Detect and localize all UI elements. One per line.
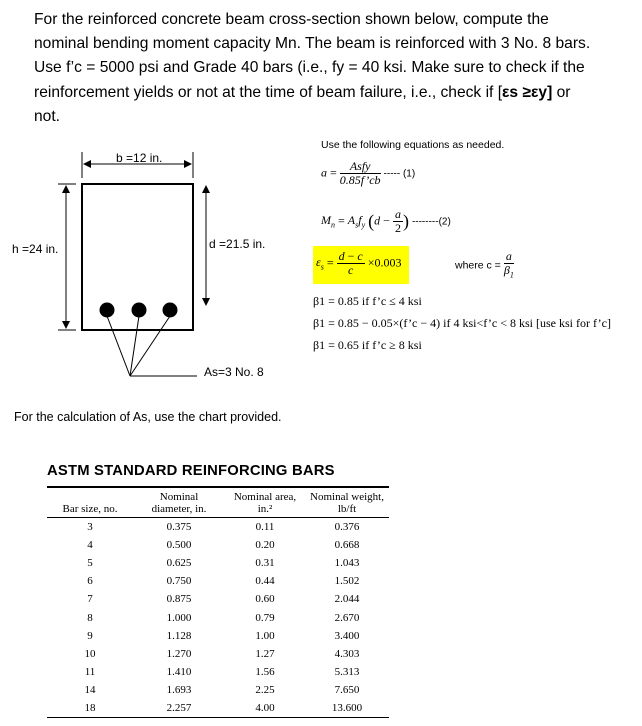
height-label: h =24 in. bbox=[12, 242, 59, 256]
cell-area: 0.20 bbox=[255, 539, 275, 552]
strain-condition: εs ≥εy] bbox=[502, 83, 553, 101]
header-area: Nominal area, in.² bbox=[233, 491, 297, 515]
rebar-table bbox=[47, 486, 389, 718]
table-row bbox=[47, 590, 389, 608]
cell-area: 0.44 bbox=[255, 575, 275, 588]
cell-weight: 0.376 bbox=[334, 521, 360, 534]
table-row bbox=[47, 627, 389, 645]
cell-diameter: 1.270 bbox=[166, 647, 192, 660]
cell-size: 5 bbox=[87, 557, 93, 570]
cell-area: 0.11 bbox=[255, 521, 275, 534]
table-row bbox=[47, 681, 389, 699]
cell-size: 9 bbox=[87, 629, 93, 642]
cell-area: 0.60 bbox=[255, 593, 275, 606]
cell-diameter: 0.500 bbox=[166, 539, 192, 552]
cell-size: 6 bbox=[87, 575, 93, 588]
cell-weight: 0.668 bbox=[334, 539, 360, 552]
cell-diameter: 0.875 bbox=[166, 593, 192, 606]
cell-diameter: 0.375 bbox=[166, 521, 192, 534]
problem-statement bbox=[34, 8, 634, 129]
cell-size: 18 bbox=[84, 701, 96, 714]
cell-diameter: 0.750 bbox=[166, 575, 192, 588]
table-row bbox=[47, 608, 389, 626]
rebar bbox=[163, 303, 178, 318]
table-row bbox=[47, 572, 389, 590]
cell-diameter: 1.410 bbox=[166, 665, 192, 678]
cell-area: 0.31 bbox=[255, 557, 275, 570]
table-row bbox=[47, 663, 389, 681]
problem-line: Use f’c = 5000 psi and Grade 40 bars (i.e., fy = 40 ksi. Make sure to check if the bbox=[34, 59, 585, 77]
cell-area: 2.25 bbox=[255, 683, 275, 696]
equations-title: Use the following equations as needed. bbox=[321, 139, 505, 151]
equation-1: a = $\frac{\text{Asfy}}{0.85f’cb}$ ----- (1) bbox=[321, 159, 416, 187]
eq2-tag: --------(2) bbox=[411, 216, 451, 228]
cell-area: 0.79 bbox=[255, 611, 275, 624]
where-c: where c = $\frac{a}{\beta_1}$ bbox=[455, 249, 514, 280]
beta1-line-2: β1 = 0.85 − 0.05×(f’c − 4) if 4 ksi<f’c < 8 ksi [use ksi for f’c] bbox=[313, 316, 611, 330]
eq1-denominator: 0.85f’cb bbox=[339, 173, 381, 187]
steel-label: As=3 No. 8 bbox=[204, 365, 264, 379]
cell-size: 14 bbox=[84, 683, 96, 696]
table-row bbox=[47, 699, 389, 718]
table-title: ASTM STANDARD REINFORCING BARS bbox=[47, 463, 335, 479]
cell-diameter: 1.000 bbox=[166, 611, 192, 624]
problem-line: nominal bending moment capacity Mn. The beam is reinforced with 3 No. 8 bars. bbox=[34, 35, 591, 53]
beta1-line-1: β1 = 0.85 if f’c ≤ 4 ksi bbox=[313, 294, 422, 308]
eq1-tag: ----- (1) bbox=[383, 168, 416, 180]
cell-area: 4.00 bbox=[255, 701, 275, 714]
table-row bbox=[47, 518, 389, 537]
problem-line: not. bbox=[34, 107, 61, 125]
table-row bbox=[47, 645, 389, 663]
cell-size: 3 bbox=[87, 521, 93, 534]
cell-weight: 1.502 bbox=[334, 575, 360, 588]
table-row bbox=[47, 554, 389, 572]
table-header-row bbox=[47, 487, 389, 518]
cell-size: 4 bbox=[87, 539, 93, 552]
eq1-numerator: Asfy bbox=[340, 160, 381, 174]
equation-2: $M_n = A_sf_y$ (d − $\frac{a}{2}$ ) --------(2) bbox=[321, 207, 451, 235]
problem-line bbox=[34, 81, 634, 105]
cell-area: 1.00 bbox=[255, 629, 275, 642]
rebar bbox=[132, 303, 147, 318]
cell-weight: 3.400 bbox=[334, 629, 360, 642]
width-label: b =12 in. bbox=[116, 151, 163, 165]
depth-label: d =21.5 in. bbox=[209, 237, 266, 251]
problem-line-text: reinforcement yields or not at the time of beam failure, i.e., check if [ bbox=[34, 83, 503, 101]
equation-strain: $\varepsilon_s$ = $\frac{d - c}{c}$ ×0.003 bbox=[316, 249, 402, 277]
cell-weight: 7.650 bbox=[334, 683, 360, 696]
cell-area: 1.56 bbox=[255, 665, 275, 678]
cell-weight: 1.043 bbox=[334, 557, 360, 570]
cell-diameter: 0.625 bbox=[166, 557, 192, 570]
beam-cross-section bbox=[0, 140, 310, 400]
header-diameter: Nominal diameter, in. bbox=[151, 491, 207, 515]
cell-weight: 2.670 bbox=[334, 611, 360, 624]
problem-line-text: or bbox=[552, 83, 571, 101]
beta1-line-3: β1 = 0.65 if f’c ≥ 8 ksi bbox=[313, 338, 422, 352]
cell-weight: 5.313 bbox=[334, 665, 360, 678]
where-text: where c = bbox=[455, 259, 501, 272]
header-bar-size: Bar size, no. bbox=[62, 503, 118, 515]
header-weight: Nominal weight, lb/ft bbox=[310, 491, 384, 515]
cell-size: 8 bbox=[87, 611, 93, 624]
cell-size: 7 bbox=[87, 593, 93, 606]
cell-weight: 2.044 bbox=[334, 593, 360, 606]
cell-diameter: 2.257 bbox=[166, 701, 192, 714]
cell-size: 11 bbox=[84, 665, 96, 678]
cell-size: 10 bbox=[84, 647, 96, 660]
table-row bbox=[47, 536, 389, 554]
problem-line: For the reinforced concrete beam cross-section shown below, compute the bbox=[34, 11, 549, 28]
cell-weight: 13.600 bbox=[331, 701, 363, 714]
chart-note: For the calculation of As, use the chart provided. bbox=[14, 410, 282, 424]
cell-diameter: 1.128 bbox=[166, 629, 192, 642]
rebar bbox=[100, 303, 115, 318]
cell-weight: 4.303 bbox=[334, 647, 360, 660]
cell-diameter: 1.693 bbox=[166, 683, 192, 696]
cell-area: 1.27 bbox=[255, 647, 275, 660]
